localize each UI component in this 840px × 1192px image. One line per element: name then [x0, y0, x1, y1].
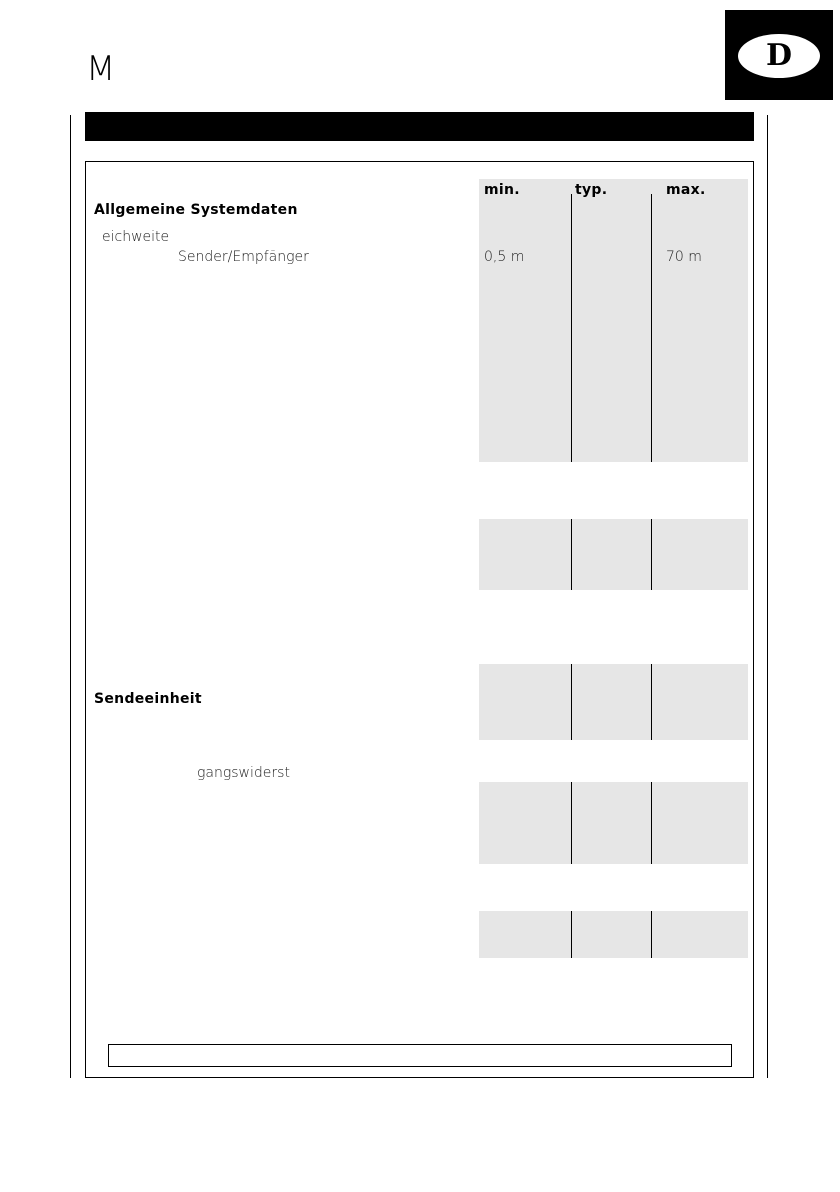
column-separator [651, 911, 652, 958]
right-page-rule [767, 115, 768, 1078]
value-min-range: 0,5 m [484, 249, 525, 265]
column-header-min: min. [484, 182, 520, 198]
column-separator [571, 911, 572, 958]
value-max-range: 70 m [666, 249, 702, 265]
language-badge [725, 10, 833, 100]
value-block-2 [479, 519, 748, 590]
row-label-resistance: gangswiderst [197, 765, 290, 781]
column-header-typ: typ. [575, 182, 608, 198]
column-separator [651, 519, 652, 590]
section-title-bar [85, 112, 754, 141]
footer-box [108, 1044, 732, 1067]
column-separator [651, 664, 652, 740]
column-separator [571, 664, 572, 740]
language-badge-letter: D [765, 38, 792, 73]
column-separator [651, 782, 652, 864]
column-separator [571, 782, 572, 864]
value-block-3 [479, 664, 748, 740]
column-separator [651, 194, 652, 462]
value-block-4 [479, 782, 748, 864]
column-separator [571, 194, 572, 462]
value-block-5 [479, 911, 748, 958]
language-badge-oval [738, 34, 820, 78]
left-page-rule [70, 115, 71, 1078]
value-block-general [479, 179, 748, 462]
column-header-max: max. [666, 182, 706, 198]
logo-letter: M [86, 49, 116, 89]
column-separator [571, 519, 572, 590]
row-label-sender-receiver: Sender/Empfänger [178, 249, 309, 265]
section-title-general: Allgemeine Systemdaten [94, 202, 298, 218]
section-title-transmitter: Sendeeinheit [94, 691, 202, 707]
row-label-range: eichweite [102, 229, 170, 245]
